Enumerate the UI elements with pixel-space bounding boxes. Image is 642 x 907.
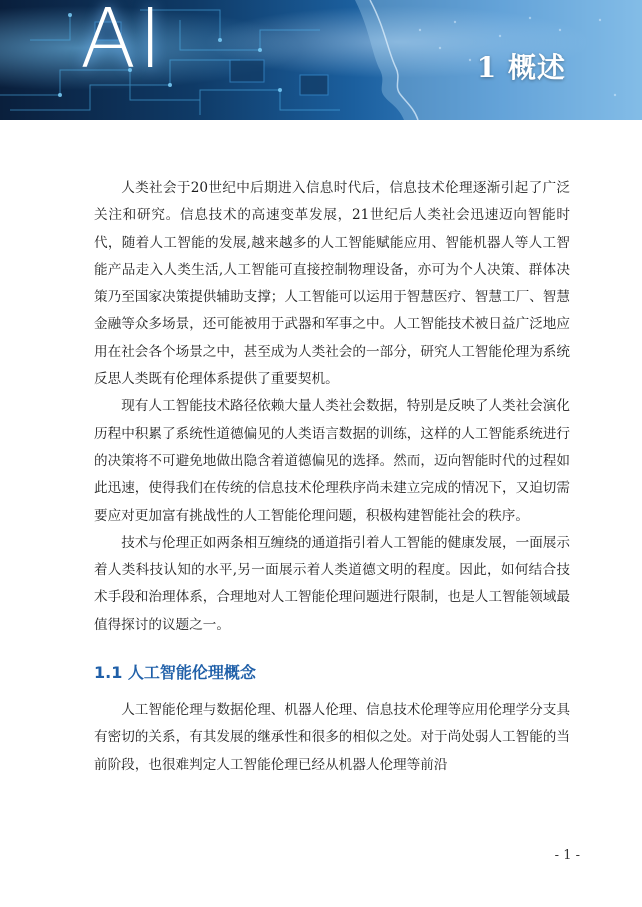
paragraph: 技术与伦理正如两条相互缠绕的通道指引着人工智能的健康发展，一面展示着人类科技认知的水平,另一面展示着人类道德文明的程度。因此，如何结合技术手段和治理体系，合理地对人工智能伦理问题进行限制，也是人工智能领域最值得探讨的议题之一。 — [94, 534, 570, 633]
banner-ai-logo-text: AI — [80, 0, 165, 87]
paragraph: 现有人工智能技术路径依赖大量人类社会数据，特别是反映了人类社会演化历程中积累了系统性道德偏见的人类语言数据的训练，这样的人工智能系统进行的决策将不可避免地做出隐含着道德偏见的选择。然而，迈向智能时代的过程如此迅速，使得我们在传统的信息技术伦理秩序尚未建立完成的情况下，又迫切需要应对更加富有挑战性的人工智能伦理问题，积极构建智能社会的秩序。 — [94, 398, 570, 524]
section-heading: 1.1 人工智能伦理概念 — [94, 663, 256, 683]
chapter-banner — [0, 0, 642, 120]
chapter-title: 1 概述 — [476, 51, 566, 84]
paragraph: 人类社会于20世纪中后期进入信息时代后，信息技术伦理逐渐引起了广泛关注和研究。信息技术的高速变革发展，21世纪后人类社会迅速迈向智能时代，随着人工智能的发展,越来越多的人工智能赋能应用、智能机器人等人工智能产品走入人类生活,人工智能可直接控制物理设备，亦可为个人决策、群体决策乃至国家决策提供辅助支撑；人工智能可以运用于智慧医疗、智慧工厂、智慧金融等众多场景，还可能被用于武器和军事之中。人工智能技术被日益广泛地应用在社会各个场景之中，甚至成为人类社会的一部分，研究人工智能伦理为系统反思人类既有伦理体系提供了重要契机。 — [94, 180, 570, 388]
document-body — [94, 175, 570, 779]
paragraph: 人工智能伦理与数据伦理、机器人伦理、信息技术伦理等应用伦理学分支具有密切的关系，有其发展的继承性和很多的相似之处。对于尚处弱人工智能的当前阶段，也很难判定人工智能伦理已经从机器人伦理等前沿 — [94, 702, 570, 773]
page-number: - 1 - — [554, 848, 580, 863]
